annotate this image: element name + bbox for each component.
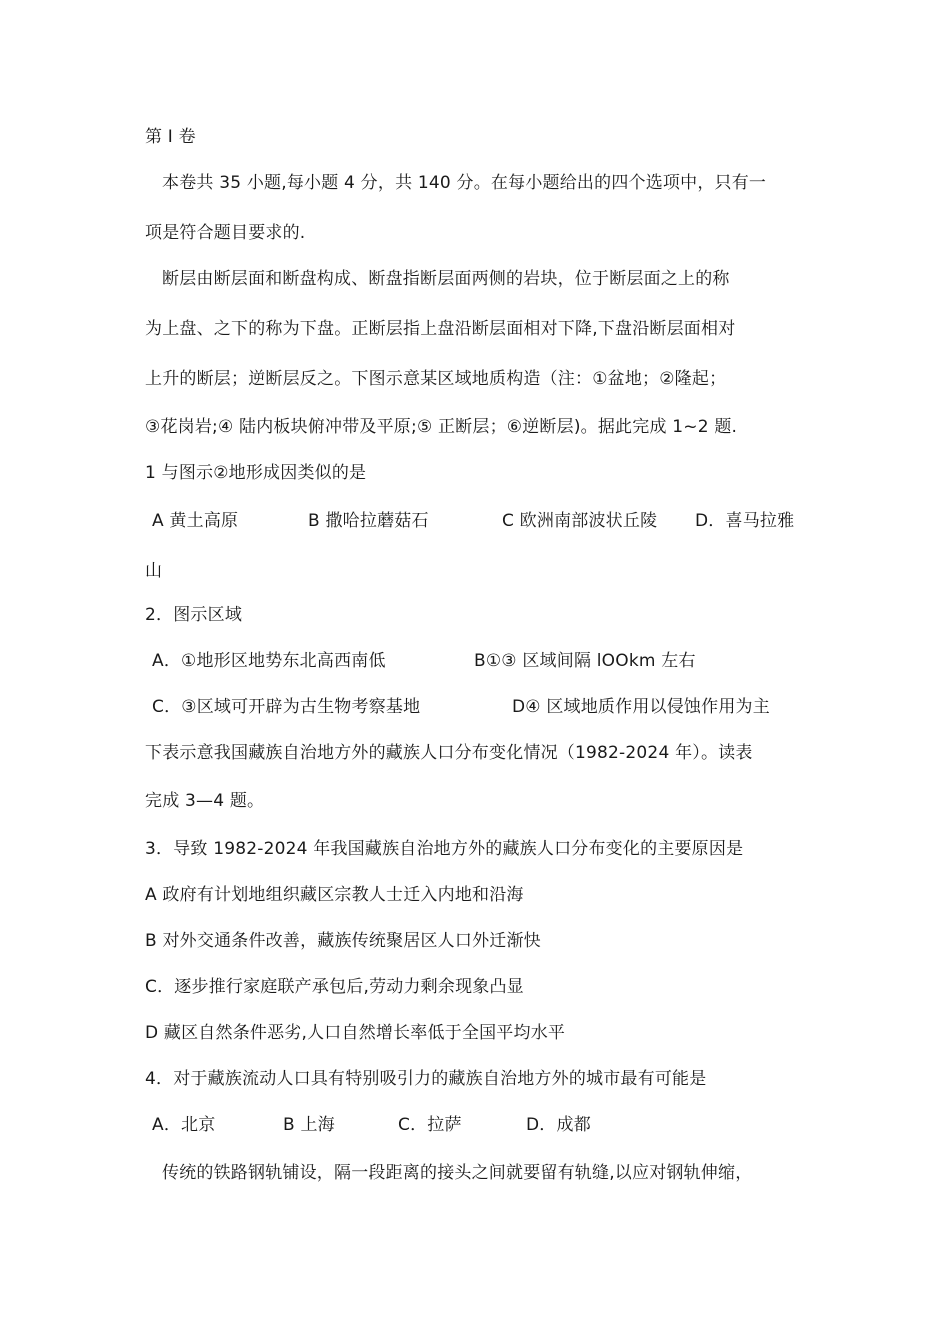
passage2-line-1: 下表示意我国藏族自治地方外的藏族人口分布变化情况（1982-2024 年）。读表 [145, 743, 753, 763]
question-1-stem: 1 与图示②地形成因类似的是 [145, 463, 367, 483]
intro-line-1: 本卷共 35 小题,每小题 4 分，共 140 分。在每小题给出的四个选项中，只有一 [162, 173, 767, 193]
question-1-option-d: D．喜马拉雅 [695, 511, 795, 531]
question-4-option-c: C．拉萨 [398, 1115, 462, 1135]
question-3-stem: 3．导致 1982-2024 年我国藏族自治地方外的藏族人口分布变化的主要原因是 [145, 839, 744, 859]
question-4-stem: 4．对于藏族流动人口具有特别吸引力的藏族自治地方外的城市最有可能是 [145, 1069, 707, 1089]
passage1-line-1: 断层由断层面和断盘构成、断盘指断层面两侧的岩块，位于断层面之上的称 [162, 269, 730, 289]
section-title: 第 I 卷 [145, 127, 196, 147]
question-1-option-d-wrap: 山 [145, 561, 163, 581]
question-3-option-d: D 藏区自然条件恶劣,人口自然增长率低于全国平均水平 [145, 1023, 566, 1043]
question-2-option-a: A．①地形区地势东北高西南低 [152, 651, 386, 671]
intro-line-2: 项是符合题目要求的. [145, 223, 306, 243]
question-3-option-c: C．逐步推行家庭联产承包后,劳动力剩余现象凸显 [145, 977, 524, 997]
question-1-option-a: A 黄土高原 [152, 511, 239, 531]
question-2-option-b: B①③ 区域间隔 lOOkm 左右 [474, 651, 696, 671]
question-3-option-a: A 政府有计划地组织藏区宗教人士迁入内地和沿海 [145, 885, 524, 905]
passage1-line-4: ③花岗岩;④ 陆内板块俯冲带及平原;⑤ 正断层；⑥逆断层)。据此完成 1~2 题. [145, 417, 738, 437]
passage2-line-2: 完成 3—4 题。 [145, 791, 265, 811]
question-2-stem: 2．图示区域 [145, 605, 243, 625]
passage3-line-1: 传统的铁路钢轨铺设，隔一段距离的接头之间就要留有轨缝,以应对钢轨伸缩， [162, 1163, 753, 1183]
passage1-line-2: 为上盘、之下的称为下盘。正断层指上盘沿断层面相对下降,下盘沿断层面相对 [145, 319, 736, 339]
question-3-option-b: B 对外交通条件改善，藏族传统聚居区人口外迁渐快 [145, 931, 541, 951]
question-2-option-c: C．③区域可开辟为古生物考察基地 [152, 697, 421, 717]
question-2-option-d: D④ 区域地质作用以侵蚀作用为主 [512, 697, 770, 717]
question-1-option-b: B 撒哈拉蘑菇石 [308, 511, 429, 531]
question-4-option-b: B 上海 [283, 1115, 335, 1135]
question-4-option-a: A．北京 [152, 1115, 216, 1135]
question-4-option-d: D．成都 [526, 1115, 591, 1135]
passage1-line-3: 上升的断层；逆断层反之。下图示意某区域地质构造（注：①盆地；②隆起； [145, 369, 727, 389]
question-1-option-c: C 欧洲南部波状丘陵 [502, 511, 658, 531]
